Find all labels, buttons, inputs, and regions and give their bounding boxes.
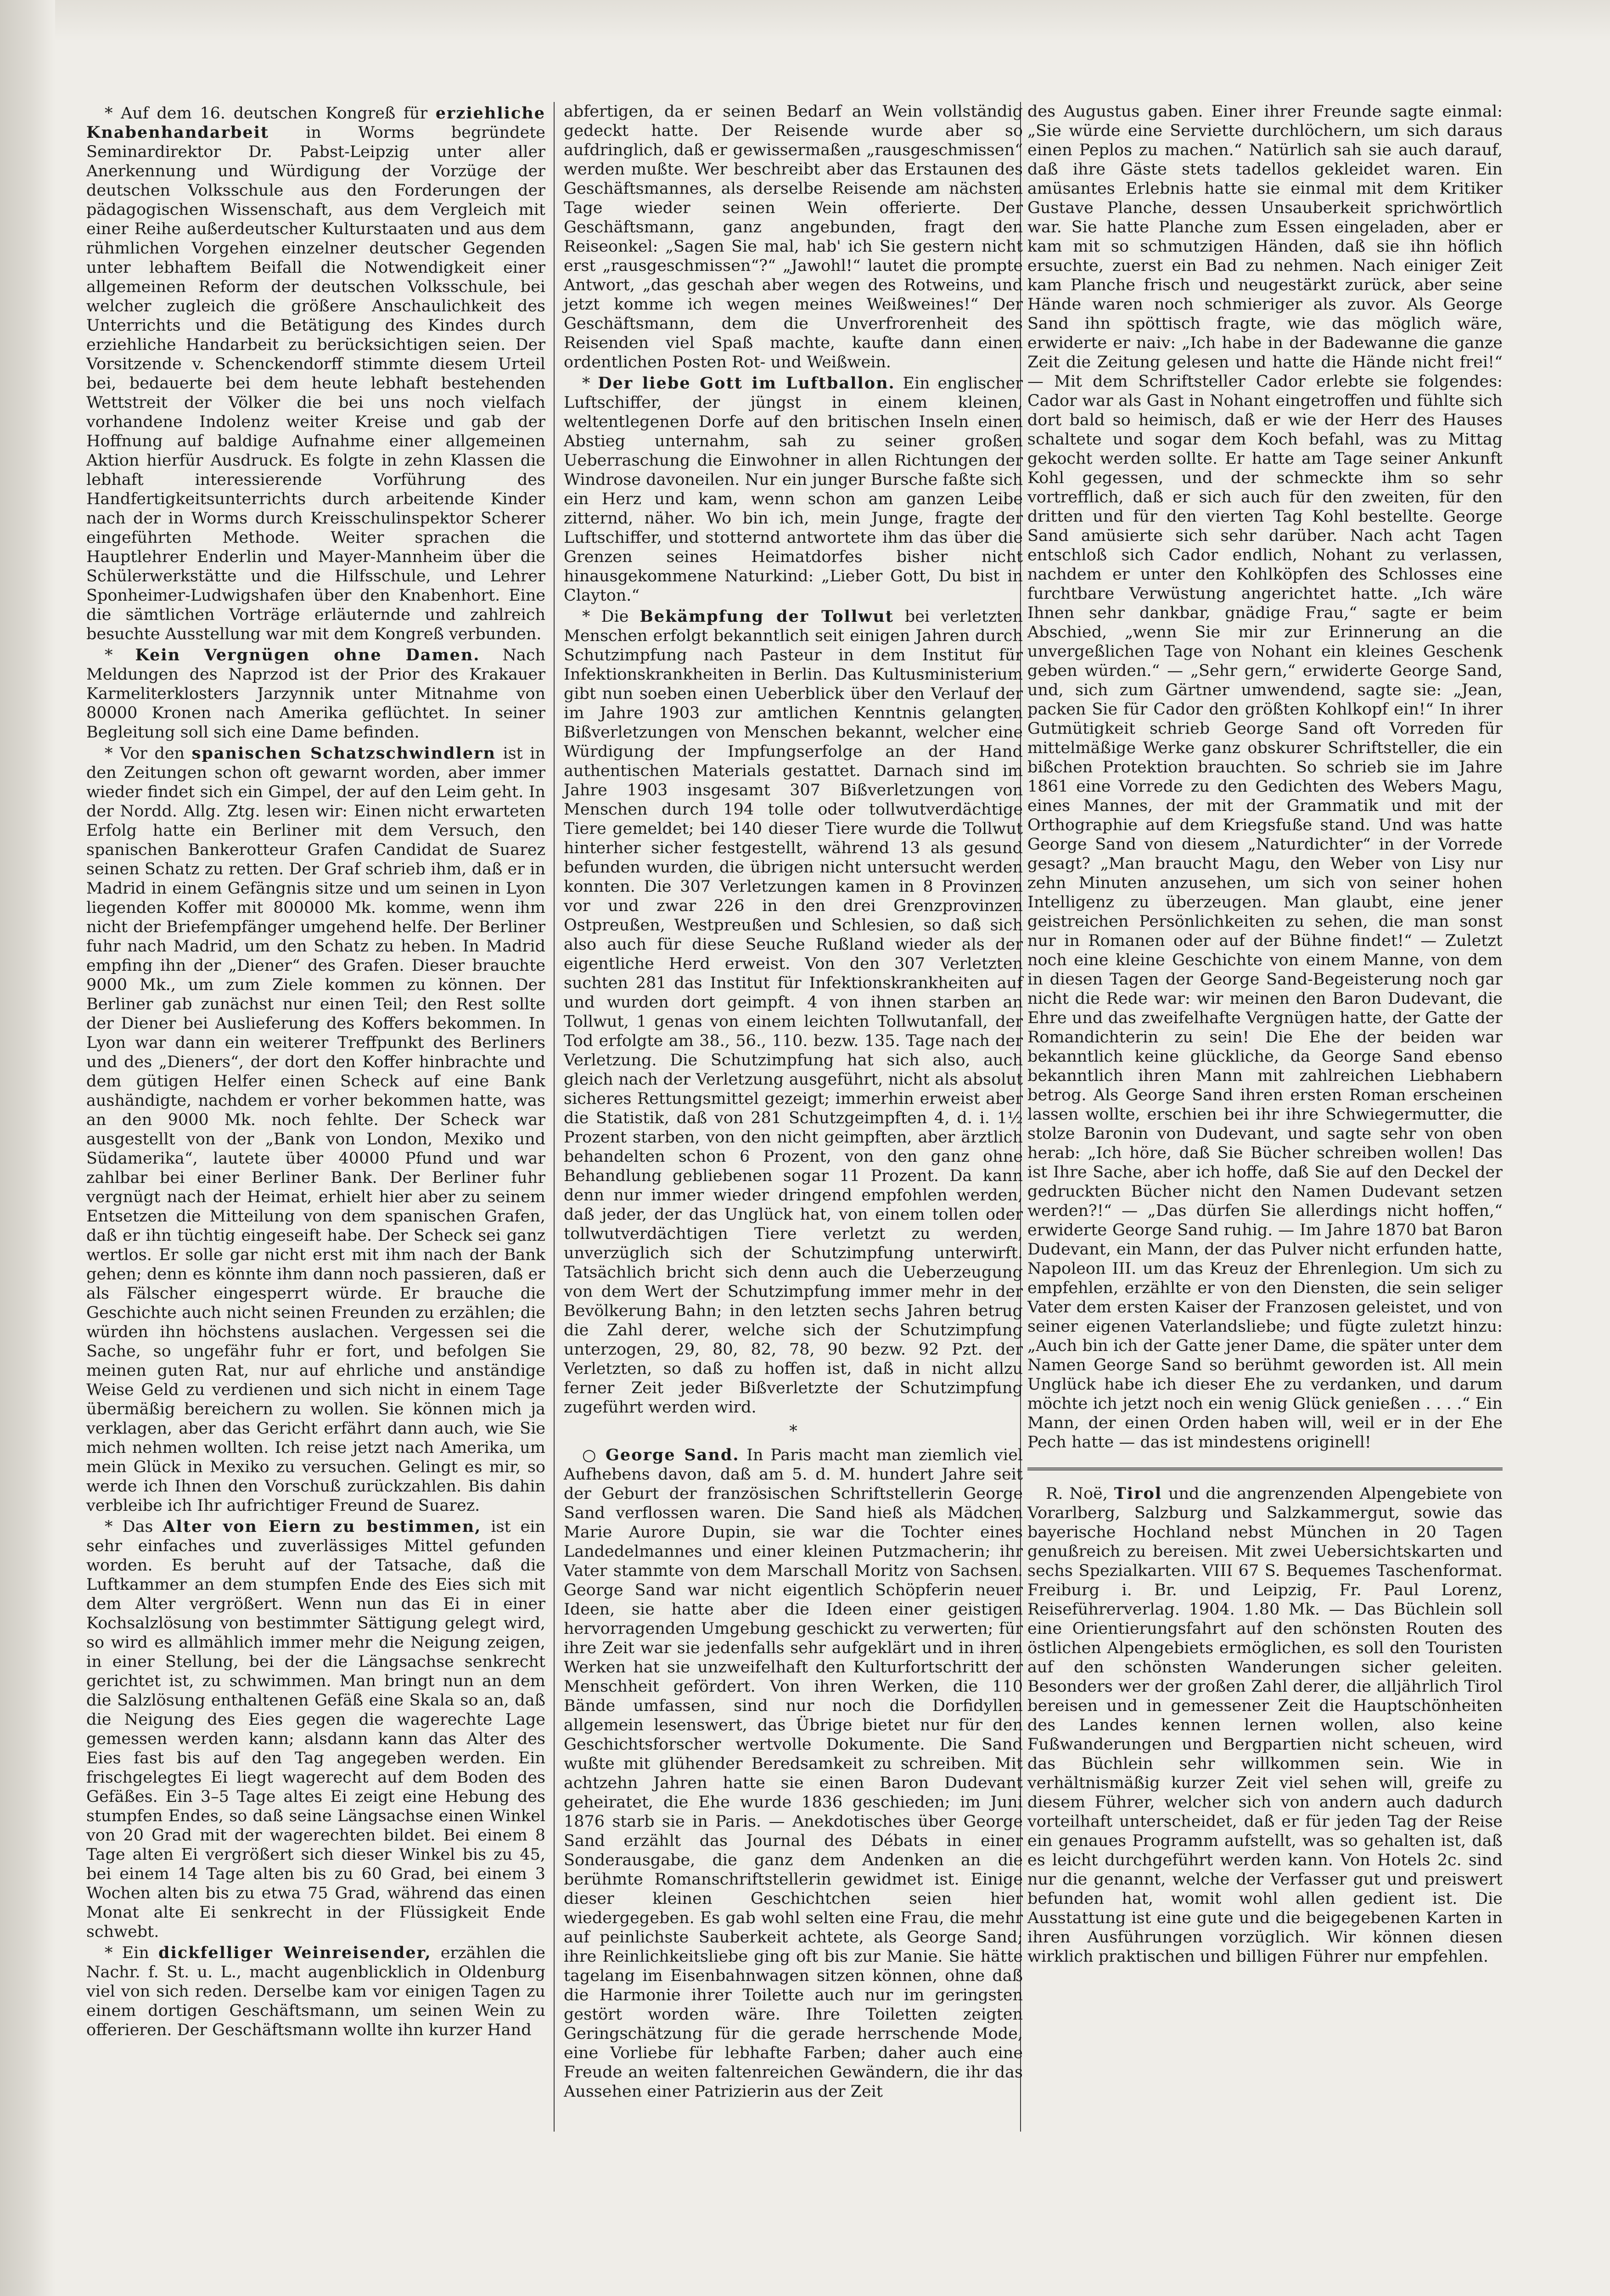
article-headline: Bekämpfung der Tollwut <box>640 607 894 626</box>
column-3 <box>1027 102 1503 1966</box>
article-lead: * Das <box>105 1518 163 1536</box>
article-body: Nach Meldungen des Naprzod ist der Prior des Krakauer Karmeliterklosters Jarzynnik unter Mitnahme von 80000 Kronen nach Amerika geflüchtet. In seiner Begleitung soll sich eine Dame befinden. <box>86 646 545 742</box>
page-top-edge <box>55 0 1610 41</box>
article-body: in Worms begründete Seminardirektor Dr. Pabst-Leipzig unter aller Anerkennung und Würdigung der Vorzüge der deutschen Volksschule aus den Forderungen der pädagogischen Wissenschaft, aus dem Vergleich mit einer Reihe außerdeutscher Kulturstaaten und aus dem rühmlichen Vorgehen einzelner deutscher Gegenden unter lebhaftem Beifall die Notwendigkeit einer allgemeinen Reform der deutschen Volksschule, bei welcher zugleich die größere Anschaulichkeit des Unterrichts und die Betätigung des Kindes durch erziehliche Handarbeit zu berücksichtigen seien. Der Vorsitzende v. Schenckendorff stimmte diesem Urteil bei, bedauerte bei dem heute lebhaft bestehenden Wettstreit der Völker die bei uns noch vielfach vorhandene Indolenz weiter Kreise und gab der Hoffnung auf baldige Aufnahme einer allgemeinen Aktion hierfür Ausdruck. Es folgte in zehn Klassen die lebhaft interessierende Vorführung des Handfertigkeitsunterrichts durch arbeitende Kinder nach der in Worms durch Kreisschulinspektor Scherer eingeführten Methode. Weiter sprachen die Hauptlehrer Enderlin und Mayer-Mannheim über die Schülerwerkstätte und die Hilfsschule, und Lehrer Sponheimer-Ludwigshafen über den Knabenhort. Eine die sämtlichen Vorträge erläuternde und zahlreich besuchte Ausstellung war mit dem Kongreß verbunden. <box>86 124 545 643</box>
article-lead: ○ <box>582 1446 606 1464</box>
article-headline: Alter von Eiern zu bestimmen, <box>163 1517 482 1536</box>
article-george-sand-continued <box>1027 102 1503 1452</box>
article-alter-von-eiern <box>86 1517 545 1941</box>
article-lead: * <box>105 646 135 664</box>
article-body: abfertigen, da er seinen Bedarf an Wein vollständig gedeckt hatte. Der Reisende wurde aber so aufdringlich, daß er gewissermaßen „rausgeschmissen“ werden mußte. Wer beschreibt aber das Erstaunen des Geschäftsmannes, als derselbe Reisende am nächsten Tage wieder seinen Wein offerierte. Der Geschäftsmann, ganz angebunden, fragt den Reiseonkel: „Sagen Sie mal, hab' ich Sie gestern nicht erst „rausgeschmissen“?“ „Jawohl!“ lautet die prompte Antwort, „das geschah aber wegen des Rotweins, und jetzt komme ich wegen meines Weißweines!“ Der Geschäftsmann, dem die Unverfrorenheit des Reisenden viel Spaß machte, kaufte dann einen ordentlichen Posten Rot- und Weißwein. <box>564 102 1023 371</box>
article-lead: * Ein <box>105 1944 159 1962</box>
section-separator: * <box>789 1422 797 1441</box>
article-kein-vergnuegen <box>86 646 545 742</box>
article-body: bei verletzten Menschen erfolgt bekanntlich seit einigen Jahren durch Schutzimpfung nach Pasteur in dem Institut für Infektionskrankheiten in Berlin. Das Kultusministerium gibt nun soeben einen Ueberblick über den Verlauf der im Jahre 1903 zur amtlichen Kenntnis gelangten Bißverletzungen von Menschen bekannt, welcher eine Würdigung der Impfungserfolge an der Hand authentischen Materials gestattet. Darnach sind im Jahre 1903 insgesamt 307 Bißverletzungen von Menschen durch 194 tolle oder tollwutverdächtige Tiere gemeldet; bei 140 dieser Tiere wurde die Tollwut hinterher sicher festgestellt, während 13 als gesund befunden wurden, die übrigen nicht untersucht werden konnten. Die 307 Verletzungen kamen in 8 Provinzen vor und zwar 226 in den drei Grenzprovinzen Ostpreußen, Westpreußen und Schlesien, so daß sich also auch für diese Seuche Rußland wieder als der eigentliche Herd erweist. Von den 307 Verletzten suchten 281 das Institut für Infektionskrankheiten auf und wurden dort geimpft. 4 von ihnen starben an Tollwut, 1 genas von einem leichten Tollwutanfall, der Tod erfolgte am 38., 56., 110. bezw. 135. Tage nach der Verletzung. Die Schutzimpfung hat sich also, auch gleich nach der Verletzung ausgeführt, nicht als absolut sicheres Rettungsmittel gezeigt; immerhin erweist aber die Statistik, daß von 281 Schutzgeimpften 4, d. i. 1½ Prozent starben, von den nicht geimpften, aber ärztlich behandelten schon 6 Prozent, von den ganz ohne Behandlung gebliebenen sogar 11 Prozent. Da kann denn nur immer wieder dringend empfohlen werden, daß jeder, der das Unglück hat, von einem tollen oder tollwutverdächtigen Tiere verletzt zu werden, unverzüglich sich der Schutzimpfung unterwirft. Tatsächlich bricht sich denn auch die Ueberzeugung von dem Wert der Schutzimpfung immer mehr in der Bevölkerung Bahn; in den letzten sechs Jahren betrug die Zahl derer, welche sich der Schutzimpfung unterzogen, 29, 80, 82, 78, 90 bezw. 92 Pzt. der Verletzten, so daß zu hoffen ist, daß in nicht allzu ferner Zeit jeder Bißverletzte der Schutzimpfung zugeführt werden wird. <box>564 608 1023 1417</box>
article-headline: spanischen Schatzschwindlern <box>191 744 496 763</box>
book-review-box <box>1027 1468 1503 1966</box>
column-1 <box>86 102 545 2040</box>
article-lead: * <box>582 374 598 393</box>
article-headline: Kein Vergnügen ohne Damen. <box>135 646 480 664</box>
article-george-sand <box>564 1446 1023 2101</box>
column-divider-1 <box>554 102 555 2132</box>
column-2 <box>564 102 1023 2101</box>
article-body: ist in den Zeitungen schon oft gewarnt worden, aber immer wieder findet sich ein Gimpel, der auf den Leim geht. In der Nordd. Allg. Ztg. lesen wir: Einen nicht erwarteten Erfolg hatte ein Berliner mit dem Versuch, den spanischen Bankerotteur Grafen Candidat de Suarez seinen Schatz zu retten. Der Graf schrieb ihm, daß er in Madrid in einem Gefängnis sitze und um seinen in Lyon liegenden Koffer mit 800000 Mk. komme, wenn ihm nicht der Briefempfänger umgehend helfe. Der Berliner fuhr nach Madrid, um den Schatz zu heben. In Madrid empfing ihn der „Diener“ des Grafen. Dieser brauchte 9000 Mk., um zum Ziele kommen zu können. Der Berliner gab zunächst nur einen Teil; den Rest sollte der Diener bei Auslieferung des Koffers bekommen. In Lyon war dann ein weiterer Treffpunkt des Berliners und des „Dieners“, der dort den Koffer hinbrachte und dem gütigen Helfer einen Scheck auf eine Bank aushändigte, nachdem er vorher bekommen hatte, was an den 9000 Mk. noch fehlte. Der Scheck war ausgestellt von der „Bank von London, Mexiko und Südamerika“, lautete über 40000 Pfund und war zahlbar bei einer Berliner Bank. Der Berliner fuhr vergnügt nach der Heimat, erhielt hier aber zu seinem Entsetzen die Mitteilung von dem spanischen Grafen, daß er ihn tüchtig eingeseift habe. Der Scheck sei ganz wertlos. Er solle gar nicht erst mit ihm nach der Bank gehen; denn es könnte ihm dann noch passieren, daß er als Fälscher eingesperrt würde. Er brauche die Geschichte auch nicht seinen Freunden zu erzählen; die würden ihn höchstens auslachen. Vergessen sei die Sache, so ungefähr fuhr er fort, und befolgen Sie meinen guten Rat, nur auf ehrliche und anständige Weise Geld zu verdienen und sich nicht in einem Tage übermäßig bereichern zu wollen. Sie können mich ja verklagen, aber das Gericht erfährt dann auch, wie Sie mich nehmen wollten. Ich reise jetzt nach Amerika, um mein Glück in Mexiko zu versuchen. Gelingt es mir, so werde ich Ihnen den Vorschuß zurückzahlen. Bis dahin verbleibe ich Ihr aufrichtiger Freund de Suarez. <box>86 744 545 1515</box>
article-body: ist ein sehr einfaches und zuverlässiges Mittel gefunden worden. Es beruht auf der Tatsache, daß die Luftkammer an dem stumpfen Ende des Eies sich mit dem Alter vergrößert. Wenn nun das Ei in einer Kochsalzlösung von bestimmter Sättigung gelegt wird, so wird es allmählich immer mehr die Neigung zeigen, in einer Stellung, bei der die Längsachse senkrecht gerichtet ist, zu schwimmen. Man bringt nun an dem die Salzlösung enthaltenen Gefäß eine Skala so an, daß die Neigung des Eies gegen die wagerechte Lage gemessen werden kann; alsdann kann das Alter des Eies fast bis auf den Tag angegeben werden. Ein frischgelegtes Ei liegt wagerecht auf dem Boden des Gefäßes. Ein 3–5 Tage altes Ei zeigt eine Hebung des stumpfen Endes, so daß seine Längsachse einen Winkel von 20 Grad mit der wagerechten bildet. Bei einem 8 Tage alten Ei vergrößert sich dieser Winkel bis zu 45, bei einem 14 Tage alten bis zu 60 Grad, bei einem 3 Wochen alten bis zu etwa 75 Grad, während das einen Monat alte Ei senkrecht in der Flüssigkeit Ende schwebt. <box>86 1518 546 1941</box>
article-lead: * Die <box>582 608 640 626</box>
article-lead: * Auf dem 16. deutschen Kongreß für <box>105 104 436 123</box>
article-luftballon <box>564 374 1023 605</box>
review-body: und die angrenzenden Alpengebiete von Vorarlberg, Salzburg und Salzkammergut, sowie das bayerische Hochland nebst München in 20 Tagen genußreich zu bereisen. Mit zwei Uebersichtskarten und sechs Spezialkarten. VIII 67 S. Bequemes Taschenformat. Freiburg i. Br. und Leipzig, Fr. Paul Lorenz, Reiseführerverlag. 1904. 1.80 Mk. — Das Büchlein soll eine Orientierungsfahrt auf den schönsten Routen des östlichen Alpengebiets ermöglichen, es soll den Touristen auf den schönsten Wanderungen sicher geleiten. Besonders wer der großen Zahl derer, die alljährlich Tirol bereisen und in gemessener Zeit die Hauptschönheiten des Landes kennen lernen wollen, also keine Fußwanderungen und Bergpartien nicht scheuen, wird das Büchlein sehr willkommen sein. Wie in verhältnismäßig kurzer Zeit viel sehen will, greife zu diesem Führer, welcher sich von andern auch dadurch vorteilhaft unterscheidet, daß er für jeden Tag der Reise ein genaues Programm aufstellt, was so gehalten ist, daß es leicht durchgeführt werden kann. Von Hotels 2c. sind nur die genannt, welche der Verfasser gut und preiswert befunden hat, womit wohl allen gedient ist. Die Ausstattung ist eine gute und die beigegebenen Karten in ihren Ausführungen vorzüglich. Wir können diesen wirklich praktischen und billigen Führer nur empfehlen. <box>1027 1485 1503 1966</box>
article-body: des Augustus gaben. Einer ihrer Freunde sagte einmal: „Sie würde eine Serviette durchlöchern, um sich daraus einen Peplos zu machen.“ Natürlich sah sie auch darauf, daß ihre Gäste stets tadellos gekleidet waren. Ein amüsantes Erlebnis hatte sie einmal mit dem Kritiker Gustave Planche, dessen Unsauberkeit sprichwörtlich war. Sie hatte Planche zum Essen eingeladen, aber er kam mit so schmutzigen Händen, daß sie ihn höflich ersuchte, zuerst ein Bad zu nehmen. Nach einiger Zeit kam Planche frisch und neugestärkt zurück, aber seine Hände waren noch schmieriger als zuvor. Als George Sand ihn spöttisch fragte, wie das möglich wäre, erwiderte er naiv: „Ich habe in der Badewanne die ganze Zeit die Zeitung gelesen und hatte die Hände nicht frei!“ — Mit dem Schriftsteller Cador erlebte sie folgendes: Cador war als Gast in Nohant eingetroffen und fühlte sich dort bald so heimisch, daß er wie der Herr des Hauses schaltete und sogar dem Koch befahl, was zu Mittag gekocht werden sollte. Er hatte am Tage seiner Ankunft Kohl gegessen, und der schmeckte ihm so sehr vortrefflich, daß er sich auch für den zweiten, für den dritten und für den vierten Tag Kohl bestellte. George Sand amüsierte sich sehr darüber. Nach acht Tagen entschloß sich Cador endlich, Nohant zu verlassen, nachdem er unter den Kohlköpfen des Schlosses eine furchtbare Verwüstung angerichtet hatte. „Ich wäre Ihnen sehr dankbar, gnädige Frau,“ sagte er beim Abschied, „wenn Sie mir zur Erinnerung an die unvergeßlichen Tage von Nohant ein kleines Geschenk geben würden.“ — „Sehr gern,“ erwiderte George Sand, und, sich zum Gärtner umwendend, sagte sie: „Jean, packen Sie für Cador den größten Kohlkopf ein!“ In ihrer Gutmütigkeit schrieb George Sand oft Vorreden für mittelmäßige Werke ganz obskurer Schriftsteller, die ein bißchen Protektion brauchten. So schrieb sie im Jahre 1861 eine Vorrede zu den Gedichten des Webers Magu, eines Mannes, der mit der Grammatik und mit der Orthographie auf dem Kriegsfuße stand. Und was hatte George Sand von diesem „Naturdichter“ in der Vorrede gesagt? „Man braucht Magu, den Weber von Lisy nur zehn Minuten anzusehen, um sich von seiner hohen Intelligenz zu überzeugen. Man glaubt, eine jener geistreichen Persönlichkeiten zu sehen, die man sonst nur in Romanen oder auf der Bühne findet!“ — Zuletzt noch eine kleine Geschichte von einem Manne, von dem in diesen Tagen der George Sand-Begeisterung noch gar nicht die Rede war: wir meinen den Baron Dudevant, die Ehre und das zweifelhafte Vergnügen hatte, der Gatte der Romandichterin zu sein! Die Ehe der beiden war bekanntlich keine glückliche, da George Sand ebenso bekanntlich ihren Mann mit zahlreichen Liebhabern betrog. Als George Sand ihren ersten Roman erscheinen lassen wollte, erschien bei ihr ihre Schwiegermutter, die stolze Baronin von Dudevant, und sagte sehr von oben herab: „Ich höre, daß Sie Bücher schreiben wollen! Das ist Ihre Sache, aber ich hoffe, daß Sie auf den Deckel der gedruckten Bücher nicht den Namen Dudevant setzen werden?!“ — „Das dürfen Sie allerdings nicht hoffen,“ erwiderte George Sand ruhig. — Im Jahre 1870 bat Baron Dudevant, ein Mann, der das Pulver nicht erfunden hatte, Napoleon III. um das Kreuz der Ehrenlegion. Um sich zu empfehlen, erzählte er von den Diensten, die sein seliger Vater dem ersten Kaiser der Franzosen geleistet, und von seiner eigenen Vaterlandsliebe; und fügte zuletzt hinzu: „Auch bin ich der Gatte jener Dame, die später unter dem Namen George Sand so berühmt geworden ist. All mein Unglück habe ich dieser Ehe zu verdanken, und darum möchte ich jetzt noch ein wenig Glück genießen . . . .“ Ein Mann, der einen Orden haben will, weil er in der Ehe Pech hatte — das ist mindestens originell! <box>1027 102 1503 1452</box>
article-headline: Der liebe Gott im Luftballon. <box>598 374 895 393</box>
book-review-tirol <box>1027 1484 1503 1966</box>
page-binding-edge <box>0 0 55 2296</box>
article-body: In Paris macht man ziemlich viel Aufhebens davon, daß am 5. d. M. hundert Jahre seit der Geburt der französischen Schriftstellerin George Sand verflossen waren. Die Sand hieß als Mädchen Marie Aurore Dupin, sie war die Tochter eines Landedelmannes und einer kleinen Putzmacherin; ihr Vater stammte von dem Marschall Moritz von Sachsen. George Sand war nicht eigentlich Schöpferin neuer Ideen, sie hatte aber die Ideen einer geistigen hervorragenden Umgebung geschickt zu verwerten; für ihre Zeit war sie jedenfalls sehr aufgeklärt und in ihren Werken hat sie unzweifelhaft den Kulturfortschritt der Menschheit gefördert. Von ihren Werken, die 110 Bände umfassen, sind nur noch die Dorfidyllen allgemein lesenswert, das Übrige bietet nur für den Geschichtsforscher wertvolle Dokumente. Die Sand wußte mit glühender Beredsamkeit zu schreiben. Mit achtzehn Jahren hatte sie einen Baron Dudevant geheiratet, die Ehe wurde 1836 geschieden; im Juni 1876 starb sie in Paris. — Anekdotisches über George Sand erzählt das Journal des Débats in einer Sonderausgabe, die ganz dem Andenken an die berühmte Romanschriftstellerin gewidmet ist. Einige dieser kleinen Geschichtchen seien hier wiedergegeben. Es gab wohl selten eine Frau, die mehr auf peinlichste Sauberkeit achtete, als George Sand; ihre Reinlichkeitsliebe ging oft bis zur Manie. Sie hätte tagelang im Eisenbahnwagen sitzen können, ohne daß die Harmonie ihrer Toilette auch nur im geringsten gestört worden wäre. Ihre Toiletten zeigten Geringschätzung für die gerade herrschende Mode, eine Vorliebe für lebhafte Farben; daher auch eine Freude an weiten faltenreichen Gewändern, die ihr das Aussehen einer Patrizierin aus der Zeit <box>564 1446 1023 2101</box>
review-headline: Tirol <box>1114 1484 1162 1503</box>
article-weinreisender <box>86 1943 545 2040</box>
article-headline: George Sand. <box>605 1446 740 1464</box>
article-body: erzählen die Nachr. f. St. u. L., macht augenblicklich in Oldenburg viel von sich reden. Derselbe kam vor einigen Tagen zu einem dortigen Geschäftsmann, um seinen Wein zu offerieren. Der Geschäftsmann wollte ihn kurzer Hand <box>86 1944 545 2039</box>
article-body: Ein englischer Luftschiffer, der jüngst in einem kleinen, weltentlegenen Dorfe auf den britischen Inseln einen Abstieg unternahm, sah zu seiner großen Ueberraschung die Einwohner in allen Richtungen der Windrose davoneilen. Nur ein junger Bursche faßte sich ein Herz und kam, wenn schon am ganzen Leibe zitternd, näher. Wo bin ich, mein Junge, fragte der Luftschiffer, und stotternd antwortete ihm das über die Grenzen seines Heimatdorfes bisher nicht hinausgekommene Naturkind: „Lieber Gott, Du bist in Clayton.“ <box>564 374 1023 605</box>
article-knabenhandarbeit <box>86 104 545 644</box>
article-lead: * Vor den <box>105 744 192 763</box>
review-author: R. Noë, <box>1046 1485 1114 1503</box>
article-weinreisender-continued <box>564 102 1023 372</box>
article-headline: dickfelliger Weinreisender, <box>158 1943 432 1962</box>
article-headline: erziehliche Knabenhandarbeit <box>86 104 545 142</box>
article-schatzschwindler <box>86 744 545 1515</box>
article-tollwut <box>564 607 1023 1417</box>
